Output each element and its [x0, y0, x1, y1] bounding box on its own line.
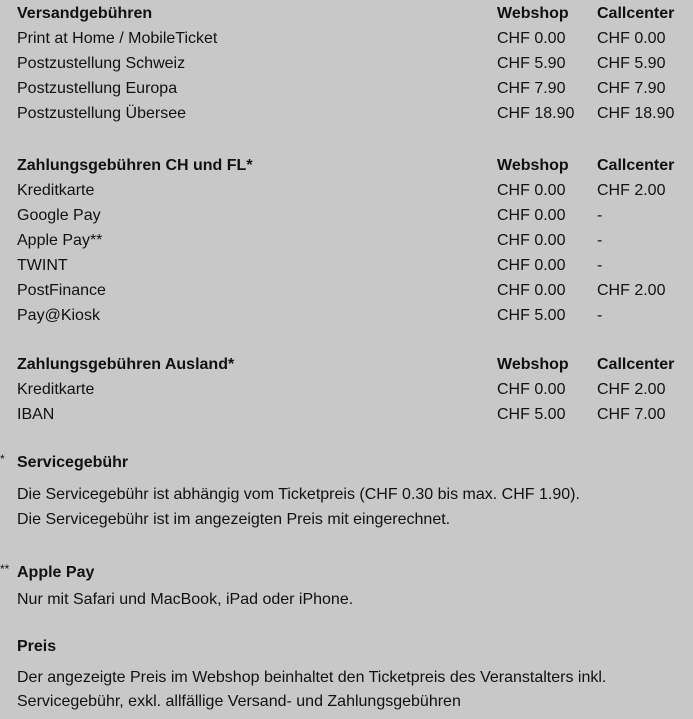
fee-callcenter: -	[597, 232, 603, 249]
fee-webshop: CHF 5.00	[497, 307, 566, 324]
fee-label: IBAN	[17, 406, 55, 423]
fee-callcenter: -	[597, 207, 603, 224]
fee-callcenter: CHF 2.00	[597, 381, 666, 398]
shipping-col-callcenter: Callcenter	[597, 5, 675, 22]
fee-label: TWINT	[17, 257, 68, 274]
fee-label: Postzustellung Schweiz	[17, 55, 186, 72]
apple-pay-note-line: Nur mit Safari und MacBook, iPad oder iPhone.	[17, 591, 354, 608]
fee-label: Kreditkarte	[17, 182, 95, 199]
fee-webshop: CHF 0.00	[497, 257, 566, 274]
service-fee-note-line: Die Servicegebühr ist abhängig vom Ticketpreis (CHF 0.30 bis max. CHF 1.90).	[17, 486, 580, 503]
fee-label: PostFinance	[17, 282, 106, 299]
fee-callcenter: CHF 5.90	[597, 55, 666, 72]
shipping-col-webshop: Webshop	[497, 5, 569, 22]
fee-label: Pay@Kiosk	[17, 307, 100, 324]
fee-callcenter: -	[597, 307, 603, 324]
fee-callcenter: CHF 2.00	[597, 282, 666, 299]
table-row	[0, 101, 693, 126]
fee-callcenter: CHF 2.00	[597, 182, 666, 199]
fee-webshop: CHF 0.00	[497, 182, 566, 199]
service-fee-note-title: Servicegebühr	[17, 454, 129, 471]
payment-abroad-section-title: Zahlungsgebühren Ausland*	[17, 356, 235, 373]
table-row	[0, 228, 693, 253]
table-row	[0, 377, 693, 402]
fee-webshop: CHF 0.00	[497, 381, 566, 398]
shipping-header-row	[0, 1, 693, 26]
fee-webshop: CHF 5.00	[497, 406, 566, 423]
service-fee-note-line: Die Servicegebühr ist im angezeigten Preis mit eingerechnet.	[17, 511, 451, 528]
fee-webshop: CHF 0.00	[497, 232, 566, 249]
fee-webshop: CHF 5.90	[497, 55, 566, 72]
fee-webshop: CHF 18.90	[497, 105, 575, 122]
fee-label: Apple Pay**	[17, 232, 103, 249]
fee-label: Google Pay	[17, 207, 101, 224]
fee-callcenter: CHF 0.00	[597, 30, 666, 47]
fee-callcenter: CHF 18.90	[597, 105, 675, 122]
table-row	[0, 178, 693, 203]
fee-callcenter: CHF 7.00	[597, 406, 666, 423]
fee-label: Postzustellung Europa	[17, 80, 178, 97]
payment-abroad-col-callcenter: Callcenter	[597, 356, 675, 373]
payment-abroad-col-webshop: Webshop	[497, 356, 569, 373]
table-row	[0, 402, 693, 427]
table-row	[0, 278, 693, 303]
fee-callcenter: -	[597, 257, 603, 274]
fee-label: Postzustellung Übersee	[17, 105, 186, 122]
payment-abroad-header-row	[0, 352, 693, 377]
table-row	[0, 76, 693, 101]
shipping-section-title: Versandgebühren	[17, 5, 153, 22]
payment-ch-col-webshop: Webshop	[497, 157, 569, 174]
fee-callcenter: CHF 7.90	[597, 80, 666, 97]
payment-ch-col-callcenter: Callcenter	[597, 157, 675, 174]
price-note-title: Preis	[17, 638, 57, 655]
fee-webshop: CHF 7.90	[497, 80, 566, 97]
payment-ch-header-row	[0, 153, 693, 178]
payment-ch-section-title: Zahlungsgebühren CH und FL*	[17, 157, 253, 174]
table-row	[0, 51, 693, 76]
fee-label: Kreditkarte	[17, 381, 95, 398]
apple-pay-note-title: Apple Pay	[17, 564, 95, 581]
table-row	[0, 303, 693, 328]
table-row	[0, 26, 693, 51]
price-note-line: Servicegebühr, exkl. allfällige Versand- und Zahlungsgebühren	[17, 693, 461, 710]
fee-webshop: CHF 0.00	[497, 282, 566, 299]
price-note-line: Der angezeigte Preis im Webshop beinhaltet den Ticketpreis des Veranstalters inkl.	[17, 669, 607, 686]
table-row	[0, 253, 693, 278]
footnote-mark-single: *	[0, 452, 5, 466]
table-row	[0, 203, 693, 228]
fee-label: Print at Home / MobileTicket	[17, 30, 218, 47]
fee-webshop: CHF 0.00	[497, 30, 566, 47]
footnote-mark-double: **	[0, 562, 10, 576]
fee-webshop: CHF 0.00	[497, 207, 566, 224]
